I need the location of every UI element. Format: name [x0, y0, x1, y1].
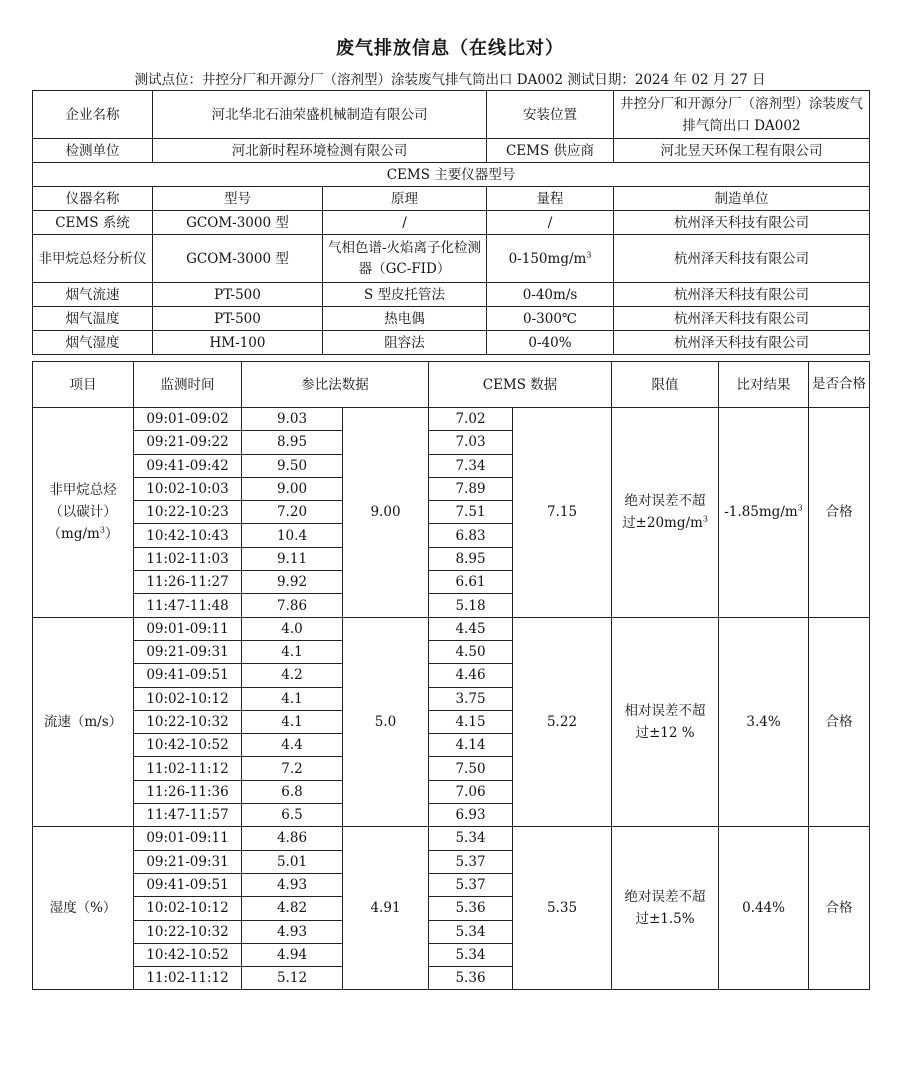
test-unit-value: 河北新时程环境检测有限公司 — [153, 139, 487, 163]
header-ref: 参比法数据 — [242, 362, 429, 408]
ref-value: 4.86 — [242, 827, 343, 850]
comparison-result: 0.44% — [719, 827, 809, 990]
instrument-principle: 热电偶 — [323, 307, 487, 331]
monitor-time: 09:21-09:31 — [134, 640, 242, 663]
item-name: 非甲烷总烃（以碳计）$(mg/m^3)$ — [33, 408, 134, 618]
header-result: 比对结果 — [719, 362, 809, 408]
info-instrument-table — [32, 90, 870, 355]
ref-value: 5.12 — [242, 967, 343, 990]
monitor-time: 11:26-11:36 — [134, 780, 242, 803]
ref-value: 4.1 — [242, 640, 343, 663]
ref-value: 5.01 — [242, 850, 343, 873]
header-pass: 是否合格 — [809, 362, 870, 408]
cems-average: 5.22 — [513, 617, 612, 827]
instrument-header-model: 型号 — [153, 187, 323, 211]
ref-value: 9.11 — [242, 547, 343, 570]
company-label: 企业名称 — [33, 91, 153, 139]
instrument-section-title: CEMS 主要仪器型号 — [33, 163, 870, 187]
instrument-model: GCOM-3000 型 — [153, 211, 323, 235]
instrument-model: PT-500 — [153, 307, 323, 331]
instrument-header-principle: 原理 — [323, 187, 487, 211]
pass-status: 合格 — [809, 617, 870, 827]
ref-average: 4.91 — [343, 827, 429, 990]
monitor-time: 09:01-09:11 — [134, 617, 242, 640]
instrument-row — [33, 211, 870, 235]
monitor-time: 10:02-10:03 — [134, 477, 242, 500]
location-value: 井控分厂和开源分厂（溶剂型）涂装废气排气筒出口 DA002 — [614, 91, 870, 139]
cems-value: 7.02 — [429, 408, 513, 431]
instrument-model: PT-500 — [153, 283, 323, 307]
instrument-name: 烟气湿度 — [33, 331, 153, 355]
cems-value: 6.61 — [429, 571, 513, 594]
monitor-time: 09:41-09:42 — [134, 454, 242, 477]
limit-value: 绝对误差不超过$\pm 20mg/m^3$ — [612, 408, 719, 618]
cems-average: 5.35 — [513, 827, 612, 990]
comparison-table — [32, 361, 870, 990]
ref-average: 9.00 — [343, 408, 429, 618]
ref-value: 9.50 — [242, 454, 343, 477]
ref-value: 6.5 — [242, 804, 343, 827]
ref-value: 7.86 — [242, 594, 343, 617]
ref-value: 4.82 — [242, 897, 343, 920]
ref-value: 4.94 — [242, 943, 343, 966]
comparison-result: 3.4% — [719, 617, 809, 827]
cems-value: 5.36 — [429, 967, 513, 990]
cems-value: 7.50 — [429, 757, 513, 780]
comparison-result: $-1.85mg/m^3$ — [719, 408, 809, 618]
ref-value: 4.0 — [242, 617, 343, 640]
monitor-time: 11:02-11:12 — [134, 757, 242, 780]
instrument-row — [33, 283, 870, 307]
cems-value: 5.34 — [429, 827, 513, 850]
ref-value: 8.95 — [242, 431, 343, 454]
supplier-value: 河北昱天环保工程有限公司 — [614, 139, 870, 163]
monitor-time: 10:42-10:52 — [134, 943, 242, 966]
instrument-range: $0-150mg/m^3$ — [487, 235, 614, 283]
instrument-maker: 杭州泽天科技有限公司 — [614, 307, 870, 331]
instrument-range: / — [487, 211, 614, 235]
limit-value: 绝对误差不超过±1.5% — [612, 827, 719, 990]
cems-average: 7.15 — [513, 408, 612, 618]
monitor-time: 10:22-10:23 — [134, 501, 242, 524]
cems-value: 5.37 — [429, 873, 513, 896]
monitor-time: 09:21-09:31 — [134, 850, 242, 873]
monitor-time: 10:22-10:32 — [134, 920, 242, 943]
cems-value: 4.15 — [429, 710, 513, 733]
cems-value: 6.83 — [429, 524, 513, 547]
cems-value: 3.75 — [429, 687, 513, 710]
test-unit-label: 检测单位 — [33, 139, 153, 163]
monitor-time: 10:22-10:32 — [134, 710, 242, 733]
instrument-maker: 杭州泽天科技有限公司 — [614, 211, 870, 235]
instrument-name: 非甲烷总烃分析仪 — [33, 235, 153, 283]
ref-value: 4.4 — [242, 734, 343, 757]
cems-value: 7.34 — [429, 454, 513, 477]
header-cems: CEMS 数据 — [429, 362, 612, 408]
instrument-range: 0-40% — [487, 331, 614, 355]
ref-value: 7.20 — [242, 501, 343, 524]
comparison-header-row — [33, 362, 870, 408]
instrument-row — [33, 235, 870, 283]
instrument-header-name: 仪器名称 — [33, 187, 153, 211]
ref-value: 9.03 — [242, 408, 343, 431]
cems-value: 8.95 — [429, 547, 513, 570]
instrument-header-maker: 制造单位 — [614, 187, 870, 211]
monitor-time: 10:42-10:52 — [134, 734, 242, 757]
monitor-time: 11:47-11:48 — [134, 594, 242, 617]
monitor-time: 09:41-09:51 — [134, 873, 242, 896]
instrument-model: HM-100 — [153, 331, 323, 355]
ref-value: 6.8 — [242, 780, 343, 803]
cems-value: 5.36 — [429, 897, 513, 920]
company-value: 河北华北石油荣盛机械制造有限公司 — [153, 91, 487, 139]
instrument-name: 烟气温度 — [33, 307, 153, 331]
monitor-time: 09:21-09:22 — [134, 431, 242, 454]
monitor-time: 11:26-11:27 — [134, 571, 242, 594]
instrument-principle: / — [323, 211, 487, 235]
location-label: 安装位置 — [487, 91, 614, 139]
cems-value: 5.34 — [429, 920, 513, 943]
cems-value: 7.89 — [429, 477, 513, 500]
instrument-maker: 杭州泽天科技有限公司 — [614, 235, 870, 283]
instrument-maker: 杭州泽天科技有限公司 — [614, 331, 870, 355]
instrument-maker: 杭州泽天科技有限公司 — [614, 283, 870, 307]
ref-value: 9.92 — [242, 571, 343, 594]
instrument-header-range: 量程 — [487, 187, 614, 211]
instrument-principle: S 型皮托管法 — [323, 283, 487, 307]
table-row — [33, 617, 870, 640]
pass-status: 合格 — [809, 827, 870, 990]
monitor-time: 10:02-10:12 — [134, 687, 242, 710]
instrument-principle: 气相色谱-火焰离子化检测器（GC-FID） — [323, 235, 487, 283]
ref-average: 5.0 — [343, 617, 429, 827]
monitor-time: 11:02-11:12 — [134, 967, 242, 990]
cems-value: 7.03 — [429, 431, 513, 454]
monitor-time: 11:47-11:57 — [134, 804, 242, 827]
ref-value: 4.2 — [242, 664, 343, 687]
instrument-range: 0-40m/s — [487, 283, 614, 307]
ref-value: 4.1 — [242, 687, 343, 710]
instrument-range: 0-300℃ — [487, 307, 614, 331]
item-name: 湿度（%） — [33, 827, 134, 990]
monitor-time: 09:41-09:51 — [134, 664, 242, 687]
header-item: 项目 — [33, 362, 134, 408]
header-limit: 限值 — [612, 362, 719, 408]
instrument-row — [33, 331, 870, 355]
instrument-name: 烟气流速 — [33, 283, 153, 307]
cems-value: 4.45 — [429, 617, 513, 640]
table-row — [33, 827, 870, 850]
cems-value: 7.51 — [429, 501, 513, 524]
ref-value: 4.93 — [242, 873, 343, 896]
cems-value: 4.50 — [429, 640, 513, 663]
monitor-time: 09:01-09:11 — [134, 827, 242, 850]
document-title: 废气排放信息（在线比对） — [336, 38, 564, 59]
header-time: 监测时间 — [134, 362, 242, 408]
test-point-line: 测试点位：井控分厂和开源分厂（溶剂型）涂装废气排气筒出口 DA002 测试日期：2024 年 02 月 27 日 — [134, 72, 766, 88]
ref-value: 4.93 — [242, 920, 343, 943]
limit-value: 相对误差不超过±12 % — [612, 617, 719, 827]
cems-value: 5.37 — [429, 850, 513, 873]
item-name: 流速（m/s） — [33, 617, 134, 827]
instrument-model: GCOM-3000 型 — [153, 235, 323, 283]
instrument-name: CEMS 系统 — [33, 211, 153, 235]
ref-value: 7.2 — [242, 757, 343, 780]
ref-value: 9.00 — [242, 477, 343, 500]
cems-value: 5.18 — [429, 594, 513, 617]
monitor-time: 11:02-11:03 — [134, 547, 242, 570]
instrument-principle: 阻容法 — [323, 331, 487, 355]
monitor-time: 09:01-09:02 — [134, 408, 242, 431]
pass-status: 合格 — [809, 408, 870, 618]
monitor-time: 10:42-10:43 — [134, 524, 242, 547]
table-row — [33, 408, 870, 431]
cems-value: 5.34 — [429, 943, 513, 966]
monitor-time: 10:02-10:12 — [134, 897, 242, 920]
cems-value: 4.46 — [429, 664, 513, 687]
cems-value: 4.14 — [429, 734, 513, 757]
ref-value: 10.4 — [242, 524, 343, 547]
cems-value: 6.93 — [429, 804, 513, 827]
instrument-row — [33, 307, 870, 331]
supplier-label: CEMS 供应商 — [487, 139, 614, 163]
ref-value: 4.1 — [242, 710, 343, 733]
cems-value: 7.06 — [429, 780, 513, 803]
